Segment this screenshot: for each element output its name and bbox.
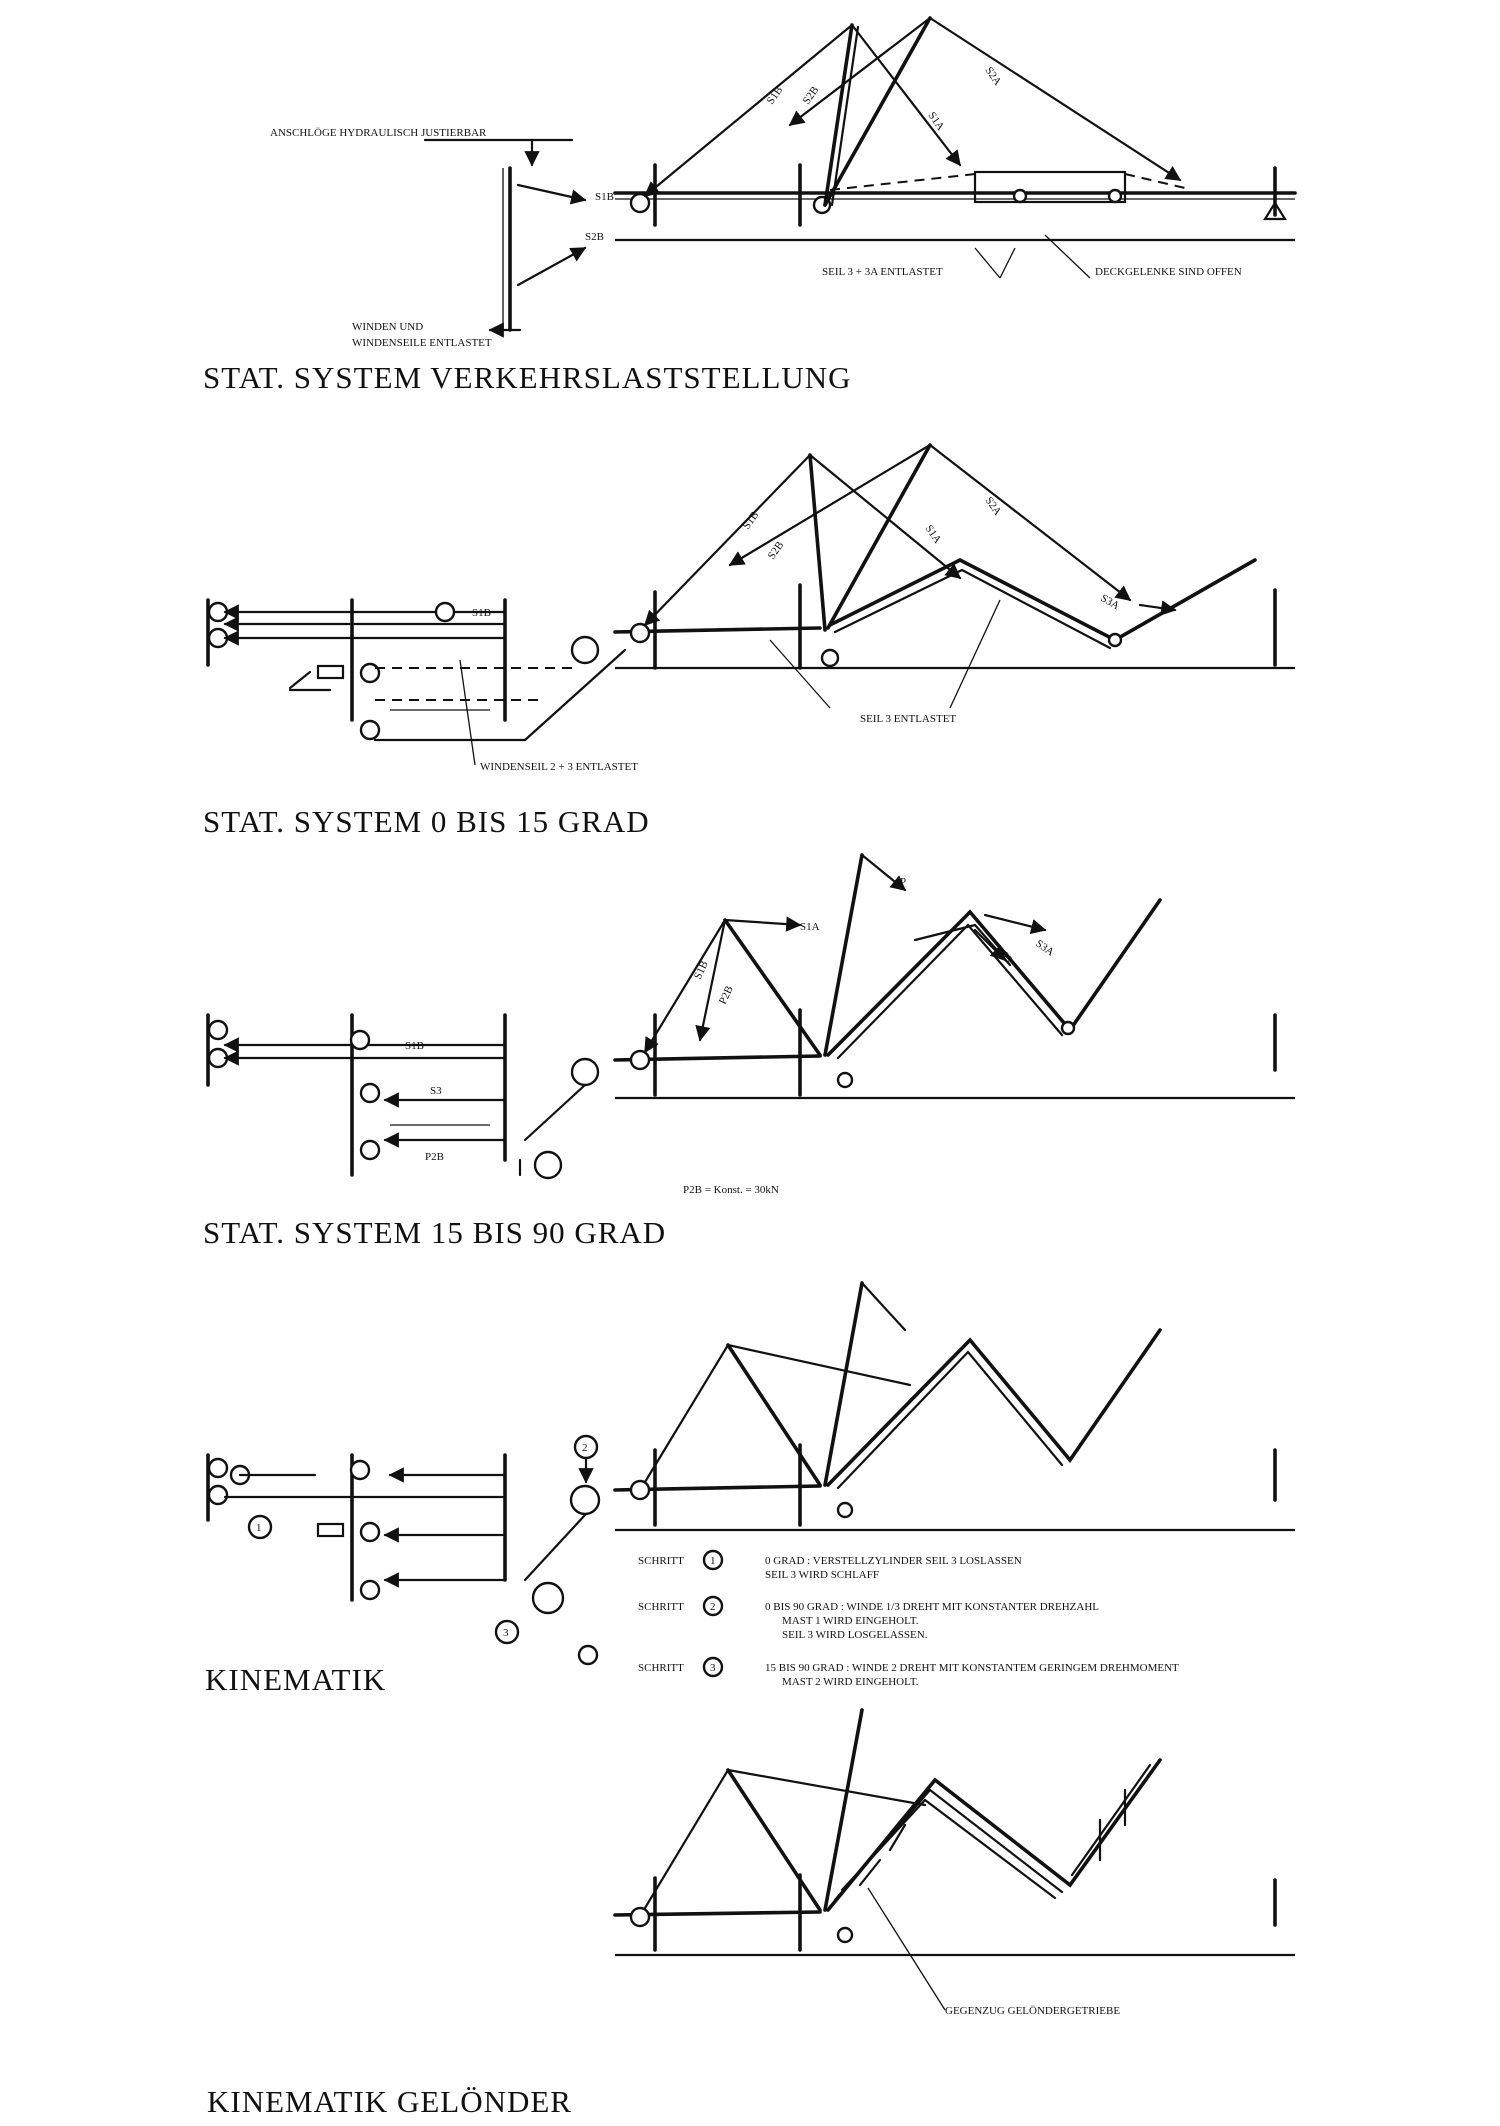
pulley: [631, 624, 649, 642]
cable-p2b: [700, 920, 725, 1040]
diagram-15-bis-90-grad: [203, 855, 1295, 1250]
pulley: [631, 194, 649, 212]
label-s3: S3: [430, 1085, 442, 1097]
step-3-line-2: MAST 2 WIRD EINGEHOLT.: [782, 1676, 919, 1688]
note-winden-2: WINDENSEILE ENTLASTET: [352, 337, 492, 349]
section-title: STAT. SYSTEM VERKEHRSLASTSTELLUNG: [203, 360, 852, 395]
label-s2b: S2B: [585, 231, 604, 243]
mast-1: [728, 1345, 820, 1485]
label-s1a: S1A: [925, 109, 947, 133]
pulley: [631, 1051, 649, 1069]
step-legend: [638, 1551, 1179, 1688]
winch-drum: [361, 1523, 379, 1541]
cable: [645, 1345, 728, 1482]
leader: [950, 600, 1000, 708]
label-s1a: S1A: [922, 522, 944, 546]
joint: [1109, 190, 1121, 202]
label-s1b-cable: S1B: [691, 959, 711, 982]
label-s3a: S3A: [1098, 592, 1122, 613]
label-s1b-cable: S1B: [764, 84, 786, 107]
label-s1b: S1B: [472, 607, 491, 619]
pulley: [351, 1461, 369, 1479]
note-gegenzug: GEGENZUG GELÖNDERGETRIEBE: [945, 2005, 1121, 2017]
winch-drum: [361, 1581, 379, 1599]
main-drum: [572, 1059, 598, 1085]
leader: [1000, 248, 1015, 278]
deck-lifted-lower: [835, 570, 1110, 648]
note-windenseil: WINDENSEIL 2 + 3 ENTLASTET: [480, 761, 638, 773]
winch-drum: [361, 1141, 379, 1159]
cable-s1b: [645, 920, 725, 1052]
note-anschlaege: ANSCHLÖGE HYDRAULISCH JUSTIERBAR: [270, 127, 487, 139]
label-s2b-cable: S2B: [800, 84, 822, 107]
cable: [862, 1283, 905, 1330]
note-deck: DECKGELENKE SIND OFFEN: [1095, 266, 1242, 278]
pulley: [436, 603, 454, 621]
leader: [460, 660, 475, 765]
pulley: [631, 1908, 649, 1926]
leader: [975, 248, 1000, 278]
section-title: KINEMATIK: [205, 1662, 387, 1697]
deck-folded: [828, 1330, 1160, 1485]
note-seil: SEIL 3 + 3A ENTLASTET: [822, 266, 943, 278]
mast-1-edge: [832, 27, 858, 205]
label-s2b: S2B: [765, 539, 787, 562]
joint: [1109, 634, 1121, 646]
note-p2b: P2B = Konst. = 30kN: [683, 1184, 779, 1196]
pulley: [838, 1503, 852, 1517]
cable-s1b: [645, 25, 852, 196]
pulley: [822, 650, 838, 666]
main-drum: [571, 1486, 599, 1514]
cable-p: [862, 855, 905, 890]
spare-drum: [579, 1646, 597, 1664]
cylinder: [318, 1524, 343, 1536]
cable: [728, 1345, 910, 1385]
diagram-kinematik: [205, 1283, 1295, 1697]
label-s1b-cable: S1B: [740, 509, 762, 532]
winch-drum: [361, 721, 379, 739]
section-title: STAT. SYSTEM 15 BIS 90 GRAD: [203, 1215, 667, 1250]
cable: [645, 1770, 728, 1908]
railing-1: [835, 1790, 1062, 1900]
pulley: [209, 1486, 227, 1504]
deck-folded-lower: [838, 1352, 1062, 1488]
label-s2a: S2A: [982, 64, 1004, 88]
cable-s3a: [985, 915, 1045, 930]
label-s3: S3: [997, 949, 1015, 966]
pulley: [838, 1073, 852, 1087]
mast-1: [810, 455, 825, 630]
railing-post: [860, 1860, 880, 1885]
label-s3a: S3A: [1033, 937, 1057, 959]
mast-1: [725, 920, 820, 1055]
joint: [1014, 190, 1026, 202]
step-2-line-1: 0 BIS 90 GRAD : WINDE 1/3 DREHT MIT KONSTANTER DREHZAHL: [765, 1601, 1100, 1613]
step-1-line-2: SEIL 3 WIRD SCHLAFF: [765, 1569, 879, 1581]
cable-s1a: [852, 25, 960, 165]
step-1-line-1: 0 GRAD : VERSTELLZYLINDER SEIL 3 LOSLASSEN: [765, 1555, 1022, 1567]
cylinder-link: [290, 672, 310, 688]
constant-drum: [535, 1152, 561, 1178]
marker-3-label: 3: [503, 1627, 509, 1639]
label-s2a: S2A: [982, 494, 1004, 518]
deck-folded-lower: [838, 925, 1062, 1058]
marker-1-label: 1: [256, 1522, 262, 1534]
diagram-verkehrslaststellung: [203, 18, 1295, 395]
stop-s1b: [518, 185, 585, 200]
step-2-line-2: MAST 1 WIRD EINGEHOLT.: [782, 1615, 919, 1627]
diagram-kinematik-gelaender: [207, 1710, 1295, 2119]
winch-drum: [361, 1084, 379, 1102]
cable: [525, 1085, 585, 1140]
step-1-word: SCHRITT: [638, 1555, 684, 1567]
cylinder: [318, 666, 343, 678]
note-seil: SEIL 3 ENTLASTET: [860, 713, 957, 725]
step-3-num: 3: [710, 1662, 716, 1674]
cable-s1a: [810, 455, 960, 578]
cable-s2a: [930, 18, 1180, 180]
label-p2b: P2B: [425, 1151, 444, 1163]
main-drum: [572, 637, 598, 663]
label-p2b-cable: P2B: [716, 984, 736, 1007]
section-title: STAT. SYSTEM 0 BIS 15 GRAD: [203, 804, 650, 839]
pulley: [209, 1021, 227, 1039]
cable-s1b: [645, 455, 810, 625]
cable: [525, 650, 625, 740]
cable-s1a: [725, 920, 800, 925]
step-3-word: SCHRITT: [638, 1662, 684, 1674]
step-2-num: 2: [710, 1601, 716, 1613]
mast-2: [825, 1710, 862, 1910]
marker-2-label: 2: [582, 1442, 588, 1454]
step-3-line-1: 15 BIS 90 GRAD : WINDE 2 DREHT MIT KONSTANTEM GERINGEM DREHMOMENT: [765, 1662, 1179, 1674]
winch-drum: [361, 664, 379, 682]
label-p: P: [900, 876, 907, 888]
pulley: [351, 1031, 369, 1049]
mast-1: [728, 1770, 820, 1910]
cable: [525, 1515, 585, 1580]
constant-drum: [533, 1583, 563, 1613]
deck-lifted: [830, 560, 1255, 640]
dashed-cable: [830, 174, 975, 190]
label-s1a: S1A: [800, 921, 820, 933]
note-winden-1: WINDEN UND: [352, 321, 424, 333]
joint: [1062, 1022, 1074, 1034]
pulley: [631, 1481, 649, 1499]
label-s1b: S1B: [595, 191, 614, 203]
cable: [728, 1770, 925, 1805]
label-s1b: S1B: [405, 1040, 424, 1052]
section-title: KINEMATIK GELÖNDER: [207, 2084, 572, 2119]
diagram-0-bis-15-grad: [203, 445, 1295, 839]
leader: [1045, 235, 1090, 278]
step-2-line-3: SEIL 3 WIRD LOSGELASSEN.: [782, 1629, 928, 1641]
pulley: [209, 1459, 227, 1477]
step-1-num: 1: [710, 1555, 716, 1567]
pulley: [838, 1928, 852, 1942]
railing-3: [1072, 1765, 1150, 1875]
step-2-word: SCHRITT: [638, 1601, 684, 1613]
deck-joint-frame: [975, 172, 1125, 202]
stop-s2b: [518, 248, 585, 285]
leader: [868, 1888, 945, 2010]
deck-folded: [828, 900, 1160, 1055]
deck-folded: [828, 1760, 1160, 1910]
